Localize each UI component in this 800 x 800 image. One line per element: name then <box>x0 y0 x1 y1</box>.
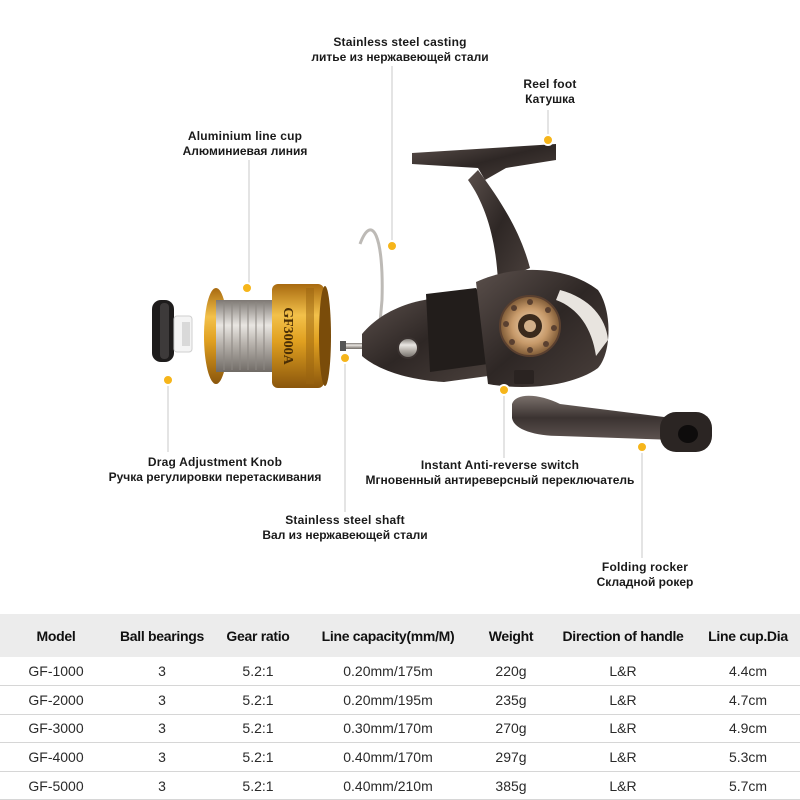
cell-line-capacity: 0.20mm/175m <box>343 663 433 680</box>
cell-ball-bearings: 3 <box>158 691 166 708</box>
cell-ball-bearings: 3 <box>158 663 166 680</box>
header-weight: Weight <box>488 627 534 644</box>
cell-weight: 385g <box>495 777 527 794</box>
cell-line-cup-dia: 4.9cm <box>728 720 768 737</box>
cell-line-capacity: 0.30mm/170m <box>343 720 433 737</box>
table-row <box>0 714 800 743</box>
cell-handle-direction: L&R <box>609 720 637 737</box>
cell-line-cup-dia: 5.7cm <box>728 777 768 794</box>
cell-weight: 220g <box>495 663 527 680</box>
header-line-capacity: Line capacity(mm/M) <box>321 627 455 644</box>
cell-ball-bearings: 3 <box>158 720 166 737</box>
cell-line-cup-dia: 4.4cm <box>728 663 768 680</box>
callout-line-cup-en: Aluminium line cup <box>187 129 303 143</box>
header-handle-direction: Direction of handle <box>562 627 684 644</box>
drag-knob-illustration <box>152 300 192 362</box>
spool-illustration <box>204 283 331 388</box>
cell-line-capacity: 0.40mm/170m <box>343 749 433 766</box>
cell-gear-ratio: 5.2:1 <box>242 720 274 737</box>
cell-gear-ratio: 5.2:1 <box>242 691 274 708</box>
header-model: Model <box>36 627 76 644</box>
cell-handle-direction: L&R <box>609 749 637 766</box>
cell-gear-ratio: 5.2:1 <box>242 777 274 794</box>
callout-reel-foot <box>500 77 600 107</box>
cell-line-cup-dia: 5.3cm <box>728 749 768 766</box>
table-row <box>0 743 800 772</box>
table-row <box>0 686 800 715</box>
header-gear-ratio: Gear ratio <box>226 627 290 644</box>
cell-handle-direction: L&R <box>609 691 637 708</box>
cell-model: GF-1000 <box>28 663 84 680</box>
cell-line-capacity: 0.40mm/210m <box>343 777 433 794</box>
callout-anti-reverse <box>350 458 650 488</box>
callout-shaft <box>245 513 445 543</box>
cell-line-cup-dia: 4.7cm <box>728 691 768 708</box>
callout-casting-ru: литье из нержавеющей стали <box>311 50 489 64</box>
callout-reel-foot-ru: Катушка <box>525 92 575 106</box>
cell-line-capacity: 0.20mm/195m <box>343 691 433 708</box>
header-ball-bearings: Ball bearings <box>119 627 205 644</box>
callout-rocker <box>570 560 720 590</box>
callout-line-cup-ru: Алюминиевая линия <box>182 144 308 158</box>
table-row <box>0 771 800 800</box>
callout-anti-reverse-en: Instant Anti-reverse switch <box>420 458 580 472</box>
callout-drag-knob-ru: Ручка регулировки перетаскивания <box>108 470 322 484</box>
callout-shaft-ru: Вал из нержавеющей стали <box>262 528 428 542</box>
cell-ball-bearings: 3 <box>158 749 166 766</box>
callout-drag-knob-en: Drag Adjustment Knob <box>147 455 283 469</box>
callout-reel-foot-en: Reel foot <box>523 77 577 91</box>
callout-rocker-ru: Складной рокер <box>596 575 694 589</box>
callout-casting-en: Stainless steel casting <box>333 35 467 49</box>
callout-drag-knob <box>80 455 350 485</box>
cell-gear-ratio: 5.2:1 <box>242 663 274 680</box>
table-row <box>0 657 800 686</box>
spec-table <box>0 614 800 800</box>
cell-weight: 270g <box>495 720 527 737</box>
callout-line-cup <box>170 129 320 159</box>
cell-model: GF-2000 <box>28 691 84 708</box>
cell-model: GF-3000 <box>28 720 84 737</box>
cell-handle-direction: L&R <box>609 777 637 794</box>
cell-weight: 297g <box>495 749 527 766</box>
reel-body-illustration <box>362 144 609 395</box>
handle-illustration <box>512 396 712 452</box>
spec-header-row <box>0 614 800 657</box>
header-line-cup-dia: Line cup.Dia <box>708 627 788 644</box>
cell-gear-ratio: 5.2:1 <box>242 749 274 766</box>
spec-table-section <box>0 614 800 800</box>
cell-handle-direction: L&R <box>609 663 637 680</box>
cell-model: GF-5000 <box>28 777 84 794</box>
callout-shaft-en: Stainless steel shaft <box>285 513 405 527</box>
spool-marking: GF3000A <box>280 307 295 365</box>
cell-ball-bearings: 3 <box>158 777 166 794</box>
callout-casting <box>250 35 550 65</box>
cell-weight: 235g <box>495 691 527 708</box>
callout-anti-reverse-ru: Мгновенный антиреверсный переключатель <box>365 473 635 487</box>
callout-rocker-en: Folding rocker <box>601 560 689 574</box>
cell-model: GF-4000 <box>28 749 84 766</box>
